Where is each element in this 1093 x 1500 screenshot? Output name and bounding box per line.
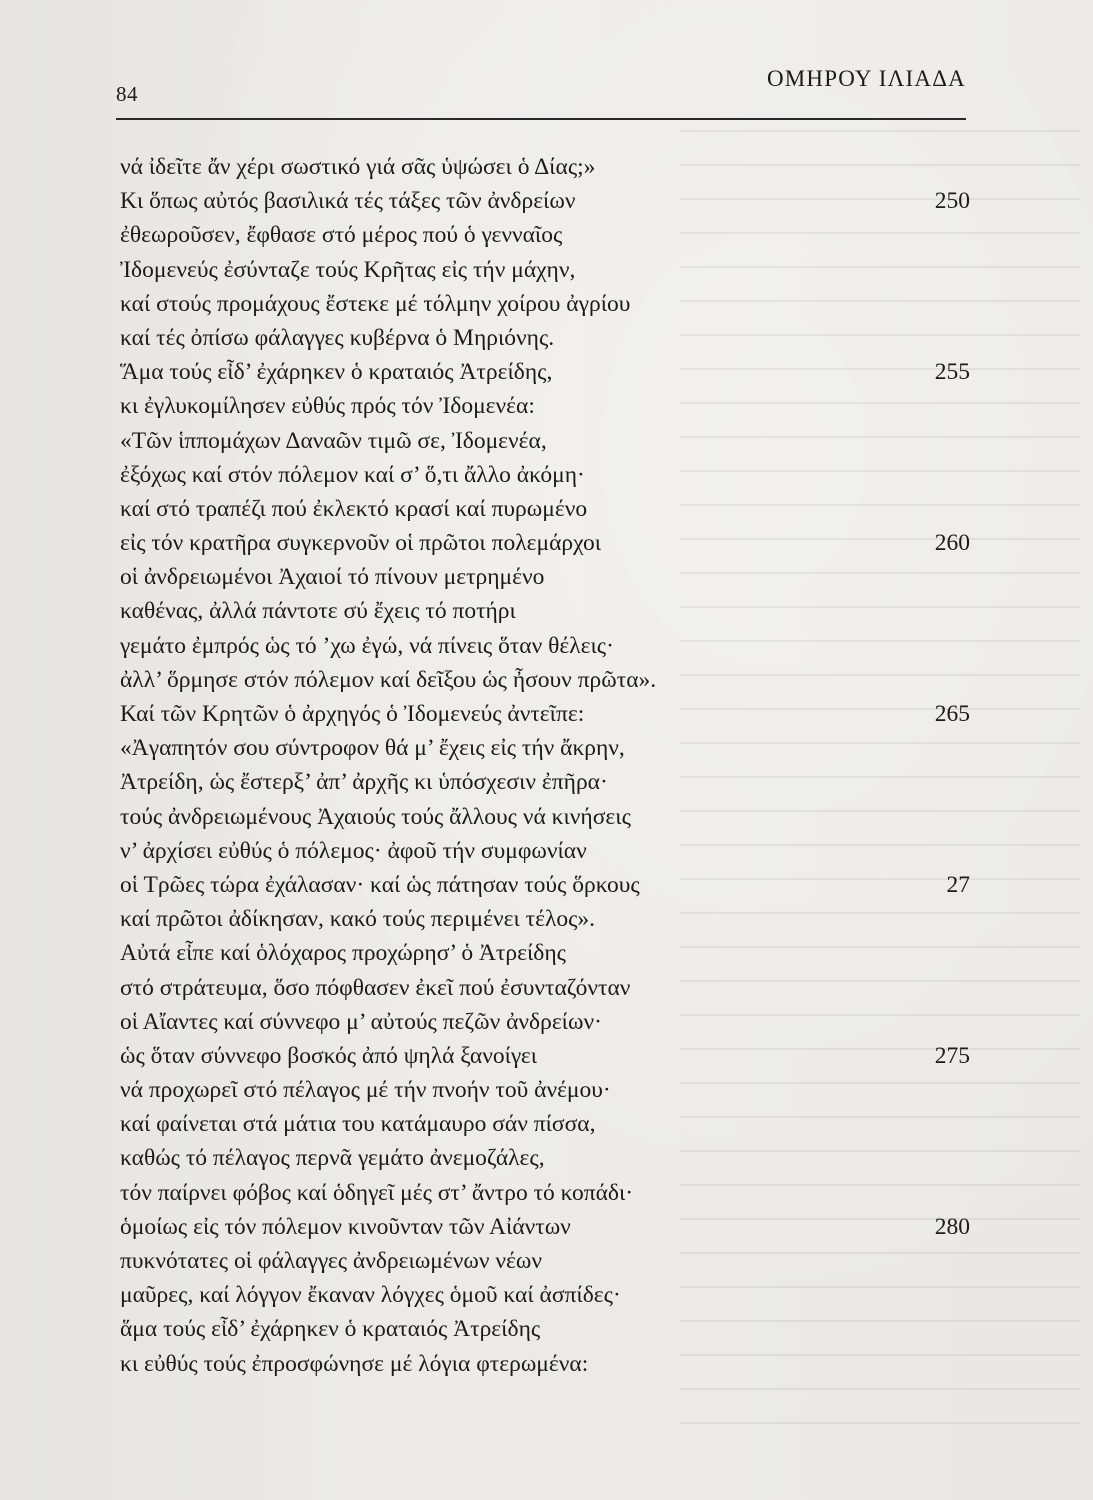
verse-text: ὡς ὅταν σύννεφο βοσκός ἀπό ψηλά ξανοίγει bbox=[120, 1042, 538, 1069]
verse-line bbox=[120, 663, 970, 697]
verse-text: ἅμα τούς εἶδ’ ἐχάρηκεν ὁ κραταιός Ἀτρείδης bbox=[120, 1316, 541, 1343]
verse-line bbox=[120, 731, 970, 765]
verse-text: καθένας, ἀλλά πάντοτε σύ ἔχεις τό ποτήρι bbox=[120, 598, 516, 625]
verse-line bbox=[120, 1244, 970, 1278]
verse-text: τούς ἀνδρειωμένους Ἀχαιούς τούς ἄλλους νά κινήσεις bbox=[120, 803, 631, 830]
line-number: 275 bbox=[934, 1042, 970, 1069]
verse-line bbox=[120, 1278, 970, 1312]
running-head: ΟΜΗΡΟΥ ΙΛΙΑΔΑ bbox=[766, 66, 966, 91]
verse-line bbox=[120, 389, 970, 423]
verse-text: «Ἀγαπητόν σου σύντροφον θά μ’ ἔχεις εἰς τήν ἄκρην, bbox=[120, 735, 625, 762]
verse-line bbox=[120, 1141, 970, 1175]
line-number: 265 bbox=[934, 701, 970, 727]
page-number: 84 bbox=[116, 82, 138, 106]
verse-text: καί φαίνεται στά μάτια του κατάμαυρο σάν πίσσα, bbox=[120, 1111, 596, 1138]
verse-line bbox=[120, 424, 970, 458]
verse-line bbox=[120, 218, 970, 252]
verse-text: καί στούς προμάχους ἔστεκε μέ τόλμην χοίρου ἀγρίου bbox=[120, 290, 631, 317]
verse-text: οἱ Αἴαντες καί σύννεφο μ’ αὐτούς πεζῶν ἀνδρείων· bbox=[120, 1008, 602, 1035]
verse-text: ἀλλ’ ὅρμησε στόν πόλεμον καί δεῖξου ὡς ἦσουν πρῶτα». bbox=[120, 666, 657, 693]
verse-text: καί τές ὀπίσω φάλαγγες κυβέρνα ὁ Μηριόνης. bbox=[120, 324, 555, 351]
verse-line bbox=[120, 1107, 970, 1141]
verse-line bbox=[120, 321, 970, 355]
verse-text: στό στράτευμα, ὅσο πόφθασεν ἐκεῖ πού ἐσυνταζόνταν bbox=[120, 974, 631, 1001]
verse-line bbox=[120, 629, 970, 663]
verse-text: κι εὐθύς τούς ἐπροσφώνησε μέ λόγια φτερωμένα: bbox=[120, 1350, 589, 1377]
line-number: 260 bbox=[934, 530, 970, 557]
verse-line bbox=[120, 1073, 970, 1107]
verse-line bbox=[120, 526, 970, 560]
verse-text: οἱ Τρῶες τώρα ἐχάλασαν· καί ὡς πάτησαν τούς ὅρκους bbox=[120, 871, 640, 898]
verse-line bbox=[120, 1039, 970, 1073]
verse-line bbox=[120, 800, 970, 834]
verse-text: νά προχωρεῖ στό πέλαγος μέ τήν πνοήν τοῦ ἀνέμου· bbox=[120, 1077, 611, 1104]
verse-text: καί στό τραπέζι πού ἐκλεκτό κρασί καί πυρωμένο bbox=[120, 495, 588, 522]
line-number: 250 bbox=[934, 188, 970, 215]
line-number: 280 bbox=[934, 1213, 970, 1240]
page-header bbox=[116, 64, 966, 116]
verse-text: ἐξόχως καί στόν πόλεμον καί σ’ ὅ,τι ἄλλο ἀκόμη· bbox=[120, 461, 585, 488]
verse-block bbox=[120, 150, 970, 1381]
verse-text: οἱ ἀνδρειωμένοι Ἀχαιοί τό πίνουν μετρημένο bbox=[120, 564, 545, 591]
verse-text: νά ἰδεῖτε ἄν χέρι σωστικό γιά σᾶς ὑψώσει ὁ Δίας;» bbox=[120, 154, 596, 180]
verse-line bbox=[120, 1176, 970, 1210]
verse-text: γεμάτο ἐμπρός ὡς τό ’χω ἐγώ, νά πίνεις ὅταν θέλεις· bbox=[120, 632, 614, 659]
verse-text: Καί τῶν Κρητῶν ὁ ἀρχηγός ὁ Ἰδομενεύς ἀντεῖπε: bbox=[120, 701, 585, 727]
verse-text: ὁμοίως εἰς τόν πόλεμον κινοῦνταν τῶν Αἰάντων bbox=[120, 1213, 571, 1240]
verse-text: «Τῶν ἱππομάχων Δαναῶν τιμῶ σε, Ἰδομενέα, bbox=[120, 427, 547, 454]
verse-line bbox=[120, 868, 970, 902]
verse-line bbox=[120, 1005, 970, 1039]
verse-line bbox=[120, 492, 970, 526]
verse-line bbox=[120, 150, 970, 184]
verse-text: κι ἐγλυκομίλησεν εὐθύς πρός τόν Ἰδομενέα: bbox=[120, 393, 535, 420]
verse-text: Ἀτρείδη, ὡς ἔστερξ’ ἀπ’ ἀρχῆς κι ὑπόσχεσιν ἐπῆρα· bbox=[120, 769, 608, 796]
verse-text: ἐθεωροῦσεν, ἔφθασε στό μέρος πού ὁ γενναῖος bbox=[120, 222, 563, 249]
header-rule bbox=[116, 118, 966, 120]
verse-line bbox=[120, 184, 970, 218]
line-number: 27 bbox=[946, 871, 970, 898]
verse-line bbox=[120, 594, 970, 628]
verse-line bbox=[120, 1210, 970, 1244]
verse-line bbox=[120, 560, 970, 594]
line-number: 255 bbox=[934, 359, 970, 386]
verse-line bbox=[120, 834, 970, 868]
verse-text: μαῦρες, καί λόγγον ἔκαναν λόγχες ὁμοῦ καί ἀσπίδες· bbox=[120, 1282, 621, 1309]
verse-line bbox=[120, 765, 970, 799]
verse-text: Αὐτά εἶπε καί ὁλόχαρος προχώρησ’ ὁ Ἀτρείδης bbox=[120, 940, 566, 967]
verse-text: καί πρῶτοι ἀδίκησαν, κακό τούς περιμένει τέλος». bbox=[120, 906, 596, 933]
verse-line bbox=[120, 1312, 970, 1346]
verse-text: καθώς τό πέλαγος περνᾶ γεμάτο ἀνεμοζάλες, bbox=[120, 1145, 545, 1172]
verse-line bbox=[120, 253, 970, 287]
verse-text: εἰς τόν κρατῆρα συγκερνοῦν οἱ πρῶτοι πολεμάρχοι bbox=[120, 530, 602, 557]
verse-text: Ἰδομενεύς ἐσύνταζε τούς Κρῆτας εἰς τήν μάχην, bbox=[120, 256, 576, 283]
verse-text: πυκνότατες οἱ φάλαγγες ἀνδρειωμένων νέων bbox=[120, 1248, 542, 1274]
verse-text: τόν παίρνει φόβος καί ὁδηγεῖ μές στ’ ἄντρο τό κοπάδι· bbox=[120, 1179, 634, 1206]
verse-line bbox=[120, 902, 970, 936]
verse-text: Κι ὅπως αὐτός βασιλικά τές τάξες τῶν ἀνδρείων bbox=[120, 188, 576, 215]
verse-text: ν’ ἀρχίσει εὐθύς ὁ πόλεμος· ἀφοῦ τήν συμφωνίαν bbox=[120, 837, 587, 864]
verse-line bbox=[120, 287, 970, 321]
verse-text: Ἅμα τούς εἶδ’ ἐχάρηκεν ὁ κραταιός Ἀτρείδης, bbox=[120, 359, 553, 386]
verse-line bbox=[120, 458, 970, 492]
verse-line bbox=[120, 936, 970, 970]
verse-line bbox=[120, 971, 970, 1005]
verse-line bbox=[120, 1347, 970, 1381]
verse-line bbox=[120, 697, 970, 731]
verse-line bbox=[120, 355, 970, 389]
